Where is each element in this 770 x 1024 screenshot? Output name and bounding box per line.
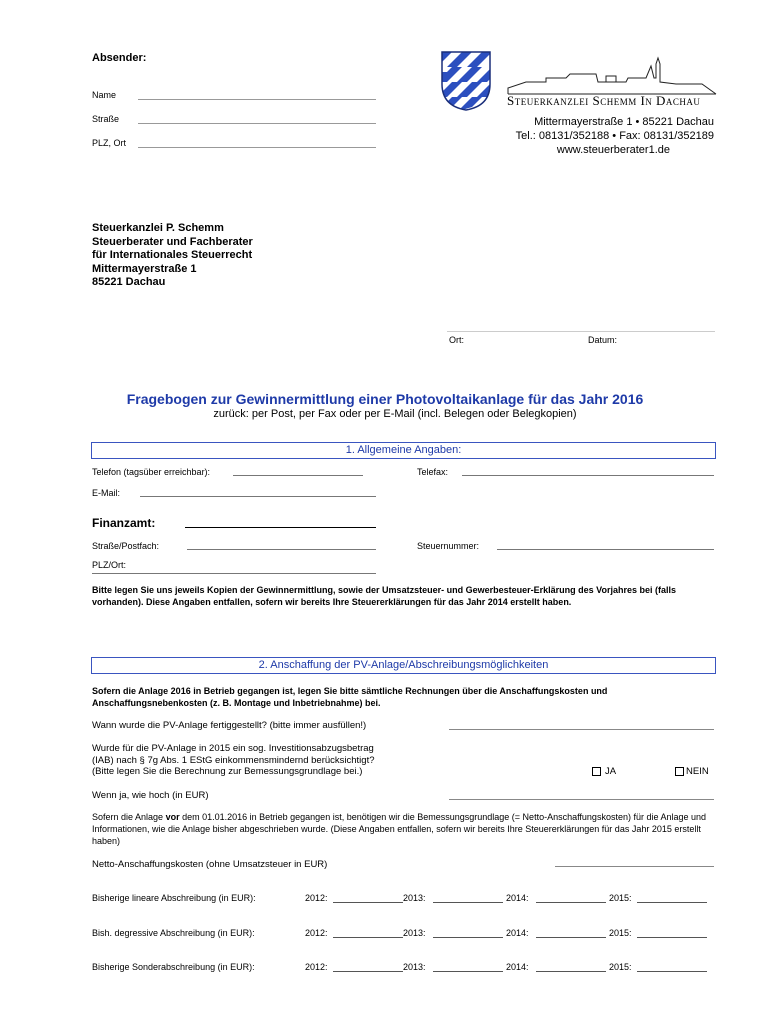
form-subtitle: zurück: per Post, per Fax oder per E-Mail (incl. Belegen oder Belegkopien) bbox=[213, 408, 577, 420]
year-amount-field[interactable] bbox=[433, 902, 503, 903]
firm-website[interactable]: www.steuerberater1.de bbox=[556, 144, 670, 156]
recipient-line-2: Steuerberater und Fachberater bbox=[92, 235, 253, 248]
year-amount-field[interactable] bbox=[433, 937, 503, 938]
year-amount-field[interactable] bbox=[333, 971, 403, 972]
sender-street-field[interactable] bbox=[138, 123, 376, 124]
year-label: 2015: bbox=[609, 893, 632, 903]
section-1-note: Bitte legen Sie uns jeweils Kopien der Gewinnermittlung, sowie der Umsatzsteuer- und Gewerbesteuer-Erklärung des Vorjahres bei (falls vorhanden). Diese Angaben entfallen, sofern wir bereits Ihre Steuererklärungen für das Jahr 2014 erstellt haben. bbox=[92, 585, 676, 607]
section-2-header: 2. Anschaffung der PV-Anlage/Abschreibungsmöglichkeiten bbox=[91, 657, 716, 674]
year-amount-field[interactable] bbox=[333, 937, 403, 938]
year-amount-field[interactable] bbox=[637, 971, 707, 972]
firm-address: Mittermayerstraße 1 • 85221 Dachau bbox=[534, 116, 714, 128]
dachau-skyline-icon bbox=[506, 54, 718, 96]
before-2016-note bbox=[92, 811, 714, 847]
recipient-line-4: Mittermayerstraße 1 bbox=[92, 262, 197, 275]
iab-no-option[interactable] bbox=[675, 766, 709, 777]
iab-question-line-1: Wurde für die PV-Anlage in 2015 ein sog. Investitionsabzugsbetrag bbox=[92, 743, 374, 754]
no-checkbox[interactable] bbox=[675, 767, 684, 776]
yes-label: JA bbox=[605, 766, 617, 777]
year-amount-field[interactable] bbox=[637, 902, 707, 903]
tax-office-street-label: Straße/Postfach: bbox=[92, 541, 160, 551]
tax-office-city-field[interactable] bbox=[92, 573, 376, 574]
tax-number-field[interactable] bbox=[497, 549, 714, 550]
year-label: 2012: bbox=[305, 893, 328, 903]
year-amount-field[interactable] bbox=[637, 937, 707, 938]
year-amount-field[interactable] bbox=[536, 902, 606, 903]
tax-office-field[interactable] bbox=[185, 527, 376, 528]
sender-city-field[interactable] bbox=[138, 147, 376, 148]
year-label: 2015: bbox=[609, 962, 632, 972]
depreciation-row-label: Bisherige Sonderabschreibung (in EUR): bbox=[92, 962, 255, 972]
iab-question-line-2: (IAB) nach § 7g Abs. 1 EStG einkommensmindernd berücksichtigt? bbox=[92, 754, 375, 766]
year-label: 2013: bbox=[403, 962, 426, 972]
firm-logo-text: Steuerkanzlei Schemm In Dachau bbox=[507, 93, 701, 108]
tax-office-city-label: PLZ/Ort: bbox=[92, 560, 127, 570]
sender-name-field[interactable] bbox=[138, 99, 376, 100]
iab-yes-option[interactable] bbox=[592, 766, 616, 777]
completion-date-field[interactable] bbox=[449, 729, 714, 730]
net-cost-label: Netto-Anschaffungskosten (ohne Umsatzsteuer in EUR) bbox=[92, 859, 328, 870]
phone-field[interactable] bbox=[233, 475, 363, 476]
section-2-intro: Sofern die Anlage 2016 in Betrieb gegangen ist, legen Sie bitte sämtliche Rechnungen über die Anschaffungskosten und Anschaffungsnebenkosten (z. B. Montage und Inbetriebnahme) bei. bbox=[92, 686, 608, 708]
place-label: Ort: bbox=[449, 335, 464, 345]
email-field[interactable] bbox=[140, 496, 376, 497]
yes-checkbox[interactable] bbox=[592, 767, 601, 776]
tax-office-label: Finanzamt: bbox=[92, 516, 156, 530]
firm-phone: Tel.: 08131/352188 • Fax: 08131/352189 bbox=[515, 130, 714, 142]
sender-city-label: PLZ, Ort bbox=[92, 138, 127, 148]
depreciation-row-label: Bish. degressive Abschreibung (in EUR): bbox=[92, 928, 255, 938]
place-date-field[interactable] bbox=[447, 331, 715, 332]
depreciation-row-label: Bisherige lineare Abschreibung (in EUR): bbox=[92, 893, 256, 903]
year-label: 2014: bbox=[506, 893, 529, 903]
iab-question bbox=[92, 743, 375, 778]
email-label: E-Mail: bbox=[92, 488, 121, 498]
fax-label: Telefax: bbox=[417, 467, 449, 477]
iab-question-line-3: (Bitte legen Sie die Berechnung zur Bemessungsgrundlage bei.) bbox=[92, 766, 363, 777]
before-note-part-1: Sofern die Anlage bbox=[92, 812, 166, 822]
fax-field[interactable] bbox=[462, 475, 714, 476]
tax-office-street-field[interactable] bbox=[187, 549, 376, 550]
recipient-line-1: Steuerkanzlei P. Schemm bbox=[92, 222, 224, 234]
recipient-line-3: für Internationales Steuerrecht bbox=[92, 249, 253, 261]
sender-name-label: Name bbox=[92, 90, 117, 100]
net-cost-field[interactable] bbox=[555, 866, 714, 867]
tax-number-label: Steuernummer: bbox=[417, 541, 480, 551]
recipient-line-5: 85221 Dachau bbox=[92, 276, 166, 288]
before-note-keyword: vor bbox=[165, 812, 180, 822]
recipient-address bbox=[92, 222, 253, 290]
year-amount-field[interactable] bbox=[333, 902, 403, 903]
year-label: 2014: bbox=[506, 928, 529, 938]
no-label: NEIN bbox=[686, 766, 709, 777]
phone-label: Telefon (tagsüber erreichbar): bbox=[92, 467, 211, 477]
form-title: Fragebogen zur Gewinnermittlung einer Photovoltaikanlage für das Jahr 2016 bbox=[126, 391, 644, 407]
year-label: 2015: bbox=[609, 928, 632, 938]
bavarian-coat-of-arms-icon bbox=[440, 50, 492, 112]
sender-street-label: Straße bbox=[92, 114, 120, 124]
year-label: 2013: bbox=[403, 928, 426, 938]
sender-heading: Absender: bbox=[92, 52, 147, 64]
completion-question: Wann wurde die PV-Anlage fertiggestellt? (bitte immer ausfüllen!) bbox=[92, 720, 367, 731]
iab-amount-field[interactable] bbox=[449, 799, 714, 800]
year-label: 2012: bbox=[305, 962, 328, 972]
year-amount-field[interactable] bbox=[536, 971, 606, 972]
before-note-part-2: dem 01.01.2016 in Betrieb gegangen ist, benötigen wir die Bemessungsgrundlage (= Netto-Anschaffungskosten) für die Anlage und Informationen, wie die Anlage bisher abgeschrieben wurde. (Diese Angaben entfallen, sofern wir bereits Ihre Steuererklärungen für das Jahr 2015 erstellt haben) bbox=[92, 812, 707, 846]
year-label: 2012: bbox=[305, 928, 328, 938]
section-1-header: 1. Allgemeine Angaben: bbox=[91, 442, 716, 459]
date-label: Datum: bbox=[588, 335, 618, 345]
year-label: 2013: bbox=[403, 893, 426, 903]
year-amount-field[interactable] bbox=[433, 971, 503, 972]
year-label: 2014: bbox=[506, 962, 529, 972]
iab-amount-label: Wenn ja, wie hoch (in EUR) bbox=[92, 790, 209, 801]
year-amount-field[interactable] bbox=[536, 937, 606, 938]
